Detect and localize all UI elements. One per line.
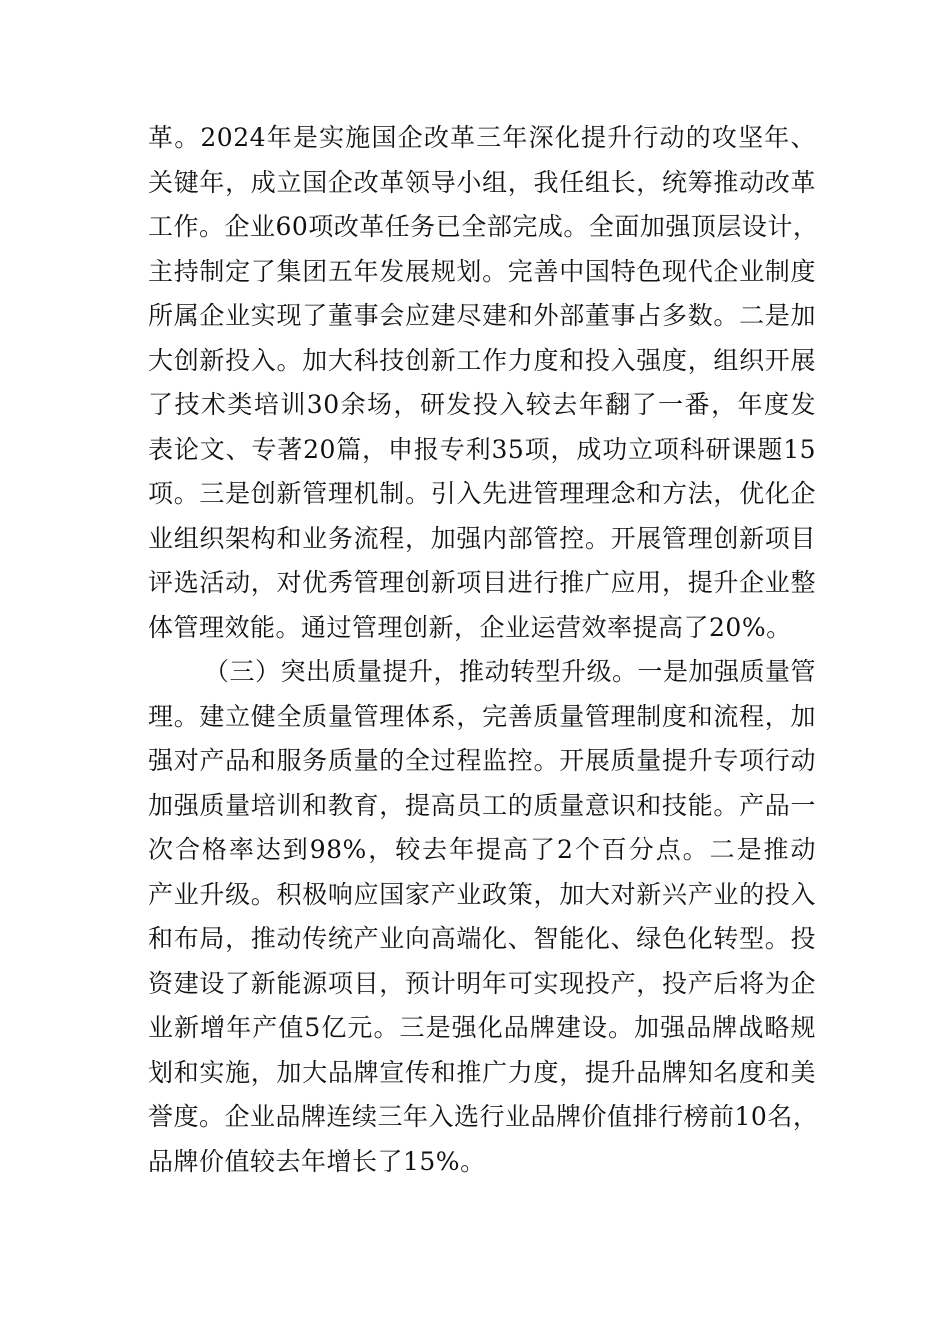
section-heading-line: （三）突出质量提升，推动转型升级。一是加强质量管	[204, 657, 817, 686]
document-body	[148, 116, 819, 1184]
text-line: 业新增年产值5亿元。三是强化品牌建设。加强品牌战略规	[148, 1013, 816, 1042]
text-line: 主持制定了集团五年发展规划。完善中国特色现代企业制度	[148, 256, 816, 286]
text-line: 大创新投入。加大科技创新工作力度和投入强度，组织开展	[148, 345, 816, 375]
text-line: 理。建立健全质量管理体系，完善质量管理制度和流程，加	[148, 701, 816, 731]
paragraph-quality-upgrade	[148, 650, 819, 1184]
text-line: 业组织架构和业务流程，加强内部管控。开展管理创新项目	[148, 523, 816, 553]
text-line: 资建设了新能源项目，预计明年可实现投产，投产后将为企	[148, 968, 816, 998]
text-line: 工作。企业60项改革任务已全部完成。全面加强顶层设计，	[148, 212, 819, 241]
text-line: 评选活动，对优秀管理创新项目进行推广应用，提升企业整	[148, 568, 816, 597]
text-line: 加强质量培训和教育，提高员工的质量意识和技能。产品一	[148, 790, 816, 820]
text-line: 项。三是创新管理机制。引入先进管理理念和方法，优化企	[148, 479, 816, 508]
text-line: 强对产品和服务质量的全过程监控。开展质量提升专项行动	[148, 746, 816, 775]
text-line: 和布局，推动传统产业向高端化、智能化、绿色化转型。投	[148, 924, 816, 953]
text-line: 关键年，成立国企改革领导小组，我任组长，统筹推动改革	[148, 167, 816, 197]
paragraph-reform-innovation	[148, 116, 819, 650]
text-line: 体管理效能。通过管理创新，企业运营效率提高了20%。	[148, 612, 792, 642]
text-line: 革。2024年是实施国企改革三年深化提升行动的攻坚年、	[148, 123, 816, 152]
text-line: 了技术类培训30余场，研发投入较去年翻了一番，年度发	[148, 390, 816, 419]
text-line: 品牌价值较去年增长了15%。	[148, 1146, 486, 1176]
text-line: 誉度。企业品牌连续三年入选行业品牌价值排行榜前10名，	[148, 1102, 819, 1131]
text-line: 所属企业实现了董事会应建尽建和外部董事占多数。二是加	[148, 301, 816, 330]
text-line: 次合格率达到98%，较去年提高了2个百分点。二是推动	[148, 835, 816, 864]
text-line: 产业升级。积极响应国家产业政策，加大对新兴产业的投入	[148, 879, 816, 909]
text-line: 表论文、专著20篇，申报专利35项，成功立项科研课题15	[148, 434, 816, 464]
text-line: 划和实施，加大品牌宣传和推广力度，提升品牌知名度和美	[148, 1057, 816, 1087]
